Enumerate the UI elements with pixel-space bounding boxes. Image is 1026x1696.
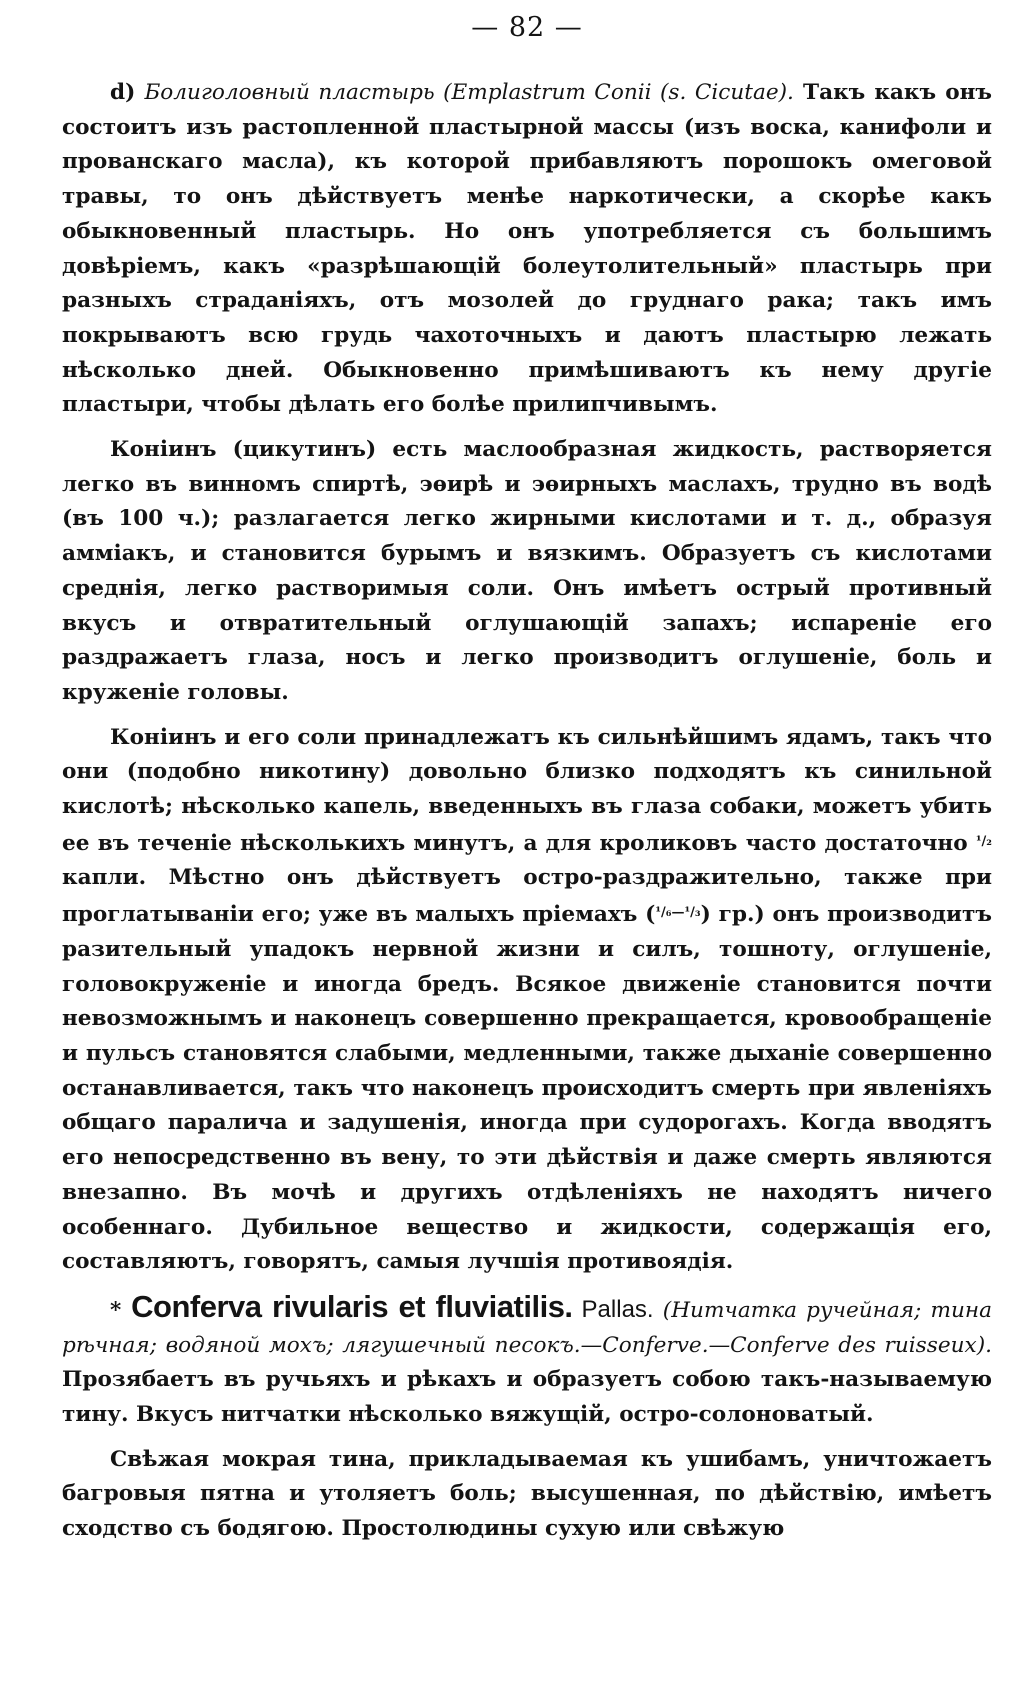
paragraph-conferva-use: Свѣжая мокрая тина, прикладываемая къ ушибамъ, уничтожаетъ багровыя пятна и утоляетъ боль; высушенная, по дѣйствію, имѣетъ сходство съ бодягою. Простолюдины сухую или свѣжую [62,1446,992,1542]
paragraph-text-part: ) гр.) онъ производитъ разительный упадокъ нервной жизни и силъ, тошноту, оглушеніе, головокруженіе и иногда бредъ. Всякое движеніе становится почти невозможнымъ и наконецъ совершенно прекращается, кровообращеніе и пульсъ становятся слабыми, медленными, также дыханіе совершенно останавливается, такъ что наконецъ происходитъ смерть при явленіяхъ общаго паралича и задушенія, иногда при судорогахъ. Когда вводятъ его непосредственно въ вену, то эти дѣйствія и даже смерть являются внезапно. Въ мочѣ и другихъ отдѣленіяхъ не находятъ ничего особеннаго. Дубильное вещество и жидкости, содержащія его, составляютъ, говорятъ, самыя лучшія противоядія. [62,902,992,1275]
fraction-half: ¹/₂ [975,833,992,849]
paragraph-text-part: Коніинъ и его соли принадлежатъ къ сильнѣйшимъ ядамъ, такъ что они (подобно никотину) довольно близко подходятъ къ синильной кислотѣ; нѣсколько капель, введенныхъ въ глаза собаки, можетъ убить ее въ теченіе нѣсколькихъ минутъ, а для кроликовъ часто достаточно [62,724,992,856]
section-title-emplastrum: Болиголовный пластырь (Emplastrum Conii (s. Cicutae). [144,80,794,105]
text-body [62,76,992,1557]
paragraph-body: Такъ какъ онъ состоитъ изъ растопленной пластырной массы (изъ воска, канифоли и прованскаго масла), къ которой прибавляютъ порошокъ омеговой травы, то онъ дѣйствуетъ менѣе наркотически, а скорѣе какъ обыкновенный пластырь. Но онъ употребляется съ большимъ довѣріемъ, какъ «разрѣшающій болеутолительный» пластырь при разныхъ страданіяхъ, отъ мозолей до груднаго рака; такъ имъ покрываютъ всю грудь чахоточныхъ и даютъ пластырю лежать нѣсколько дней. Обыкновенно примѣшиваютъ къ нему другіе пластыри, чтобы дѣлать его болѣе прилипчивымъ. [62,80,992,418]
asterisk-marker: * [110,1297,132,1323]
paragraph-emplastrum-conii [62,76,992,423]
section-heading-conferva: Conferva rivularis et fluviatilis. [131,1288,573,1324]
paragraph-body: Прозябаетъ въ ручьяхъ и рѣкахъ и образуетъ собою такъ-называемую тину. Вкусъ нитчатки нѣсколько вяжущій, остро-солоноватый. [62,1367,992,1428]
document-page [62,0,992,1696]
item-marker: d) [110,80,145,105]
fraction-dose-range: ¹/₆—¹/₃ [655,905,701,921]
paragraph-coniin-properties: Коніинъ (цикутинъ) есть маслообразная жидкость, растворяется легко въ винномъ спиртѣ, эѳирѣ и эѳирныхъ маслахъ, трудно въ водѣ (въ 100 ч.); разлагается легко жирными кислотами и т. д., образуя амміакъ, и становится бурымъ и вязкимъ. Образуетъ съ кислотами среднія, легко растворимыя соли. Онъ имѣетъ острый противный вкусъ и отвратительный оглушающій запахъ; испареніе его раздражаетъ глаза, носъ и легко производитъ оглушеніе, боль и круженіе головы. [62,437,992,705]
paragraph-conferva [62,1290,992,1433]
paragraph-text-part: капли. Мѣстно онъ дѣйствуетъ остро-раздражительно, также при проглатываніи его; уже въ малыхъ пріемахъ ( [62,865,992,928]
page-number: — 82 — [471,12,583,43]
author-name: Pallas. [572,1295,654,1323]
synonyms-list: (Нитчатка ручейная; тина рѣчная; водяной мохъ; лягушечный песокъ.—Conferve.—Conferve des ruisseux). [62,1297,993,1358]
paragraph-coniin-toxicity [62,721,992,1280]
